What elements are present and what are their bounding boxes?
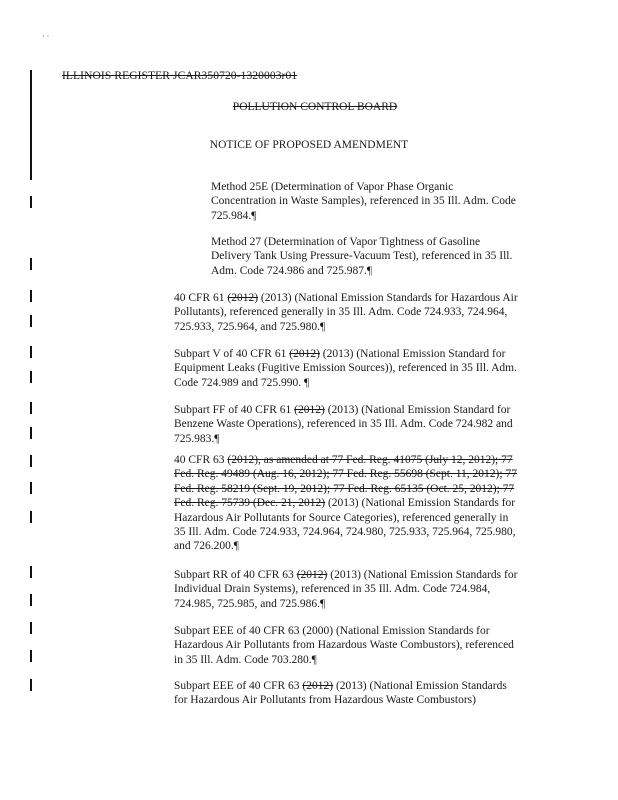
paragraph-line — [174, 403, 513, 417]
paragraph-line: Hazardous Air Pollutants from Hazardous Waste Combustors), referenced — [174, 639, 514, 652]
paragraph-line — [174, 679, 507, 693]
text-run: Subpart EEE of 40 CFR 63 — [174, 680, 303, 692]
notice-title — [0, 139, 618, 151]
deleted-text: Fed. Reg. 75739 (Dec. 21, 2012) — [174, 497, 326, 510]
paragraph-line: in 35 Ill. Adm. Code 703.280.¶ — [174, 653, 317, 666]
paragraph-line: Delivery Tank Using Pressure-Vacuum Test), referenced in 35 Ill. — [211, 250, 513, 263]
deleted-text: (2012) — [227, 292, 259, 304]
text-run: (2013) (National Emission Standards for Hazardous Air — [258, 292, 518, 304]
paragraph-line — [174, 291, 518, 305]
revision-bar — [30, 371, 32, 383]
reference-paragraph — [174, 403, 513, 446]
reference-paragraph — [174, 347, 517, 390]
deleted-text: (2012) — [294, 404, 325, 416]
deleted-text: (2012) — [289, 348, 320, 360]
paragraph-line: Subpart EEE of 40 CFR 63 (2000) (National Emission Standards for — [174, 625, 490, 637]
revision-bar — [30, 196, 32, 208]
revision-bar — [30, 594, 32, 606]
revision-bar — [30, 258, 32, 270]
paragraph-line: for Hazardous Air Pollutants from Hazardous Waste Combustors) — [174, 694, 476, 707]
text-run: 40 CFR 61 — [174, 292, 228, 304]
paragraph-line: Method 25E (Determination of Vapor Phase Organic — [211, 181, 454, 193]
paragraph-line: Concentration in Waste Samples), referenced in 35 Ill. Adm. Code — [211, 195, 516, 208]
text-run: (2013) (National Emission Standards for — [325, 497, 516, 510]
paragraph-line: 724.985, 725.985, and 725.986.¶ — [174, 597, 326, 610]
paragraph-line: Adm. Code 724.986 and 725.987.¶ — [211, 264, 373, 277]
paragraph-line — [174, 568, 517, 582]
text-run: Subpart FF of 40 CFR 61 — [174, 404, 295, 416]
revision-bar — [30, 679, 32, 691]
deleted-text: (2012) — [302, 680, 334, 692]
paragraph-line: Hazardous Air Pollutants for Source Categories), referenced generally in — [174, 511, 509, 524]
board-title — [0, 101, 618, 113]
paragraph-line: 725.983.¶ — [174, 432, 220, 445]
revision-bar — [30, 511, 32, 523]
revision-bar — [30, 402, 32, 414]
reference-paragraph — [174, 679, 507, 708]
text-run: Subpart V of 40 CFR 61 — [174, 348, 290, 360]
revision-bar — [30, 346, 32, 358]
text-run: (2013) (National Emission Standards for — [327, 569, 518, 581]
text-run: (2013) (National Emission Standard for — [319, 348, 506, 360]
reference-paragraph — [174, 624, 514, 667]
reference-paragraph — [174, 568, 517, 611]
header-text: ILLINOIS REGISTER JCAR350720-1320003r01 — [62, 70, 298, 82]
reference-paragraph — [211, 235, 512, 278]
paragraph-line — [174, 496, 517, 510]
reference-paragraph — [174, 453, 517, 554]
paragraph-line — [174, 453, 517, 467]
text-run: (2013) (National Emission Standard for — [324, 404, 511, 416]
revision-bar — [30, 427, 32, 439]
revision-bar — [30, 70, 32, 180]
revision-bar — [30, 455, 32, 467]
revision-bar — [30, 566, 32, 578]
text-run: 40 CFR 63 — [174, 454, 228, 466]
paragraph-line: Individual Drain Systems), referenced in 35 Ill. Adm. Code 724.984, — [174, 583, 491, 596]
revision-bar — [30, 315, 32, 327]
board-title-text: POLLUTION CONTROL BOARD — [232, 101, 398, 113]
text-run: (2013) (National Emission Standards — [333, 680, 507, 692]
paragraph-line: 725.984.¶ — [211, 209, 257, 222]
register-header — [62, 70, 297, 82]
paragraph-line: Benzene Waste Operations), referenced in 35 Ill. Adm. Code 724.982 and — [174, 418, 513, 431]
paragraph-line: Code 724.989 and 725.990. ¶ — [174, 376, 310, 389]
reference-paragraph — [211, 180, 516, 223]
deleted-text: Fed. Reg. 58219 (Sept. 19, 2012); 77 Fed. Reg. 65135 (Oct. 25, 2012); 77 — [174, 482, 515, 495]
paragraph-line: 725.933, 725.964, and 725.980.¶ — [174, 320, 326, 333]
paragraph-line: 35 Ill. Adm. Code 724.933, 724.964, 724.980, 725.933, 725.964, 725.980, — [174, 526, 516, 539]
text-run: Subpart RR of 40 CFR 63 — [174, 569, 297, 581]
revision-bar — [30, 622, 32, 634]
revision-bar — [30, 290, 32, 302]
paragraph-line: Equipment Leaks (Fugitive Emission Sources)), referenced in 35 Ill. Adm. — [174, 362, 518, 375]
paragraph-line: and 726.200.¶ — [174, 540, 239, 553]
deleted-text: Fed. Reg. 49489 (Aug. 16, 2012); 77 Fed. Reg. 55698 (Sept. 11, 2012); 77 — [174, 468, 517, 481]
paragraph-line: Method 27 (Determination of Vapor Tightness of Gasoline — [211, 236, 481, 248]
reference-paragraph — [174, 291, 518, 334]
scan-mark: · · — [42, 32, 50, 41]
paragraph-line: Pollutants), referenced generally in 35 Ill. Adm. Code 724.933, 724.964, — [174, 306, 508, 319]
deleted-text: (2012), as amended at 77 Fed. Reg. 41075 (July 12, 2012); 77 — [227, 454, 513, 466]
notice-title-text: NOTICE OF PROPOSED AMENDMENT — [209, 139, 409, 151]
deleted-text: (2012) — [296, 569, 328, 581]
revision-bar — [30, 650, 32, 662]
paragraph-line — [174, 347, 517, 361]
revision-bar — [30, 482, 32, 494]
